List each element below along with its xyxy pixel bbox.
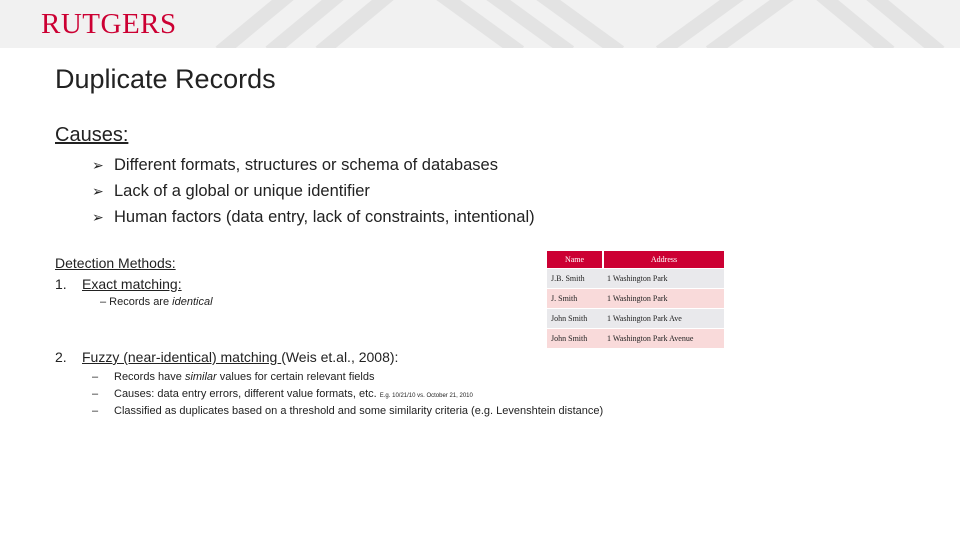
table-cell: J. Smith — [547, 289, 603, 309]
method-exact-matching: 1. Exact matching: — [55, 276, 182, 292]
method-label: Exact matching: — [82, 276, 182, 292]
arrow-bullet-icon: ➢ — [92, 209, 104, 225]
list-item: – Causes: data entry errors, different value formats, etc. E.g. 10/21/10 vs. October 21, 2010 — [92, 388, 473, 400]
table-cell: John Smith — [547, 329, 603, 349]
method-label: Fuzzy (near-identical) matching — [82, 349, 282, 365]
causes-heading: Causes: — [55, 124, 129, 146]
list-item: – Classified as duplicates based on a threshold and some similarity criteria (e.g. Levenshtein distance) — [92, 405, 604, 417]
fuzzy-bullets — [92, 370, 603, 421]
table-cell: 1 Washington Park Avenue — [603, 329, 724, 349]
method-exact-detail: – Records are identical — [100, 296, 213, 308]
table-row — [547, 329, 724, 349]
table-cell: 1 Washington Park Ave — [603, 309, 724, 329]
records-table — [547, 251, 724, 348]
table-cell: J.B. Smith — [547, 269, 603, 289]
causes-list — [92, 155, 535, 233]
table-cell: 1 Washington Park — [603, 269, 724, 289]
table-header-row — [547, 251, 724, 269]
column-header: Address — [603, 251, 724, 269]
list-item: – Records have similar values for certain relevant fields — [92, 371, 375, 383]
table-row — [547, 269, 724, 289]
rutgers-logo: RUTGERS — [41, 8, 177, 40]
list-item: ➢ Human factors (data entry, lack of constraints, intentional) — [92, 207, 535, 233]
list-item: ➢ Lack of a global or unique identifier — [92, 181, 535, 207]
date-example: E.g. 10/21/10 vs. October 21, 2010 — [379, 393, 473, 399]
slide-title: Duplicate Records — [55, 64, 276, 94]
list-item: ➢ Different formats, structures or schema of databases — [92, 155, 535, 181]
citation: (Weis et.al., 2008): — [281, 349, 399, 365]
table-cell: 1 Washington Park — [603, 289, 724, 309]
table-row — [547, 289, 724, 309]
arrow-bullet-icon: ➢ — [92, 183, 104, 199]
detection-heading: Detection Methods: — [55, 255, 176, 271]
table-row — [547, 309, 724, 329]
arrow-bullet-icon: ➢ — [92, 157, 104, 173]
method-fuzzy-matching: 2. Fuzzy (near-identical) matching (Weis et.al., 2008): — [55, 349, 399, 365]
column-header: Name — [547, 251, 603, 269]
table-cell: John Smith — [547, 309, 603, 329]
header-banner — [0, 0, 960, 48]
